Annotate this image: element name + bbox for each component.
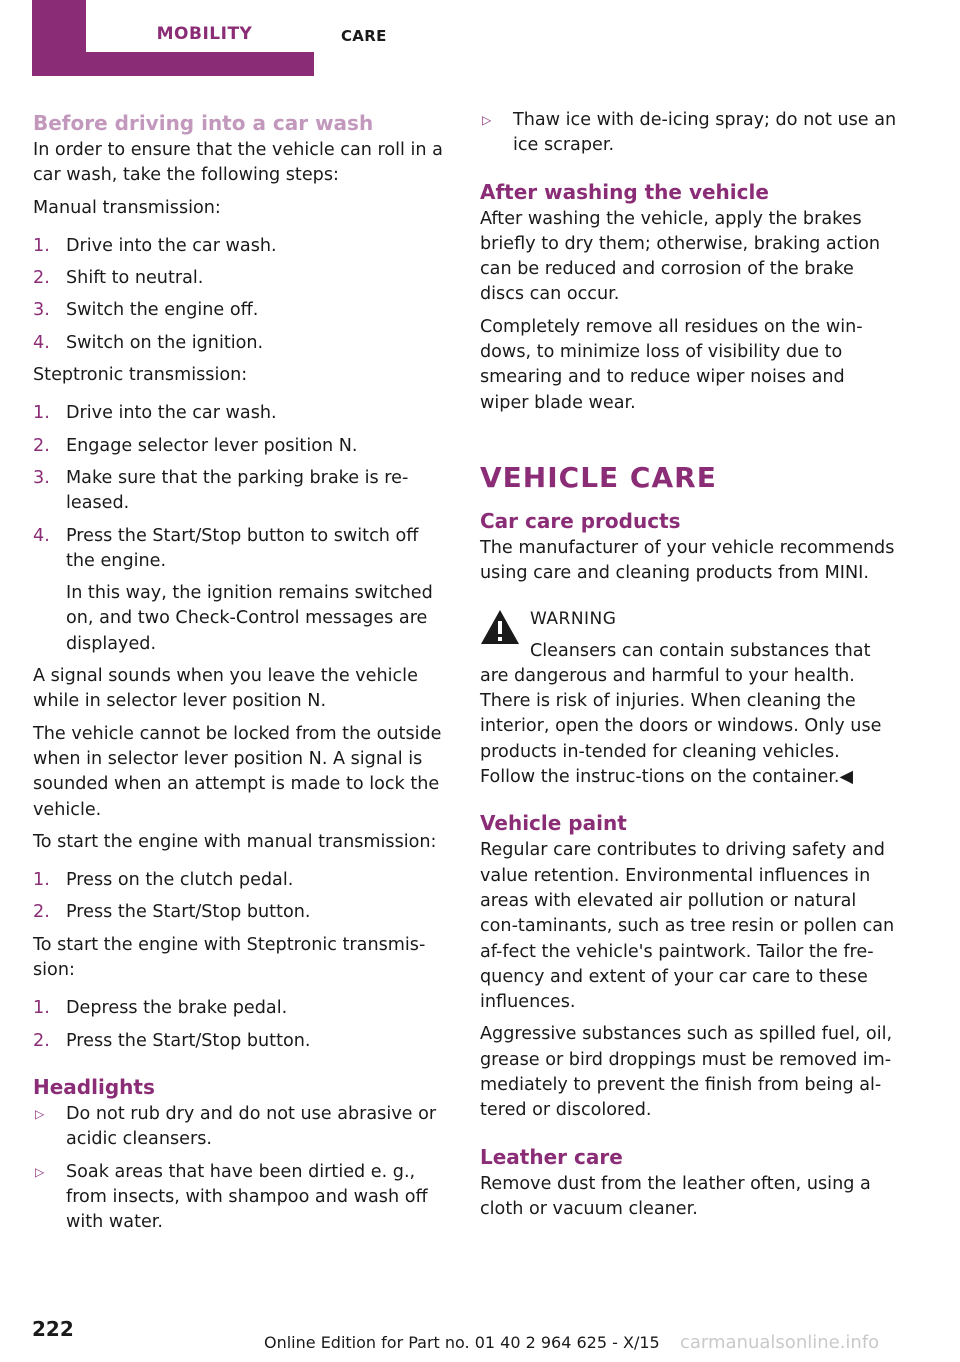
chapter-label: CARE <box>341 27 387 45</box>
warning-title: WARNING <box>530 608 617 629</box>
bullet-triangle-icon: ▷ <box>35 1164 45 1179</box>
vehicle-paint-heading: Vehicle paint <box>480 811 627 836</box>
after-washing-text-1: After washing the vehicle, apply the brakes briefly to dry them; otherwise, braking action can be reduced and corrosion of the brake discs can occur. <box>480 208 881 305</box>
list-item: 1. Press on the clutch pedal. <box>33 870 294 891</box>
after-washing-text-2: Completely remove all residues on the win-dows, to minimize loss of visibility due to smearing and to reduce wiper noises and wiper blade wear. <box>480 316 863 413</box>
vehicle-care-heading: VEHICLE CARE <box>480 460 717 494</box>
list-item: 2. Press the Start/Stop button. <box>33 1030 311 1051</box>
section-tab <box>32 0 314 76</box>
list-item: 2. Shift to neutral. <box>33 268 204 289</box>
warning-text: Cleansers can contain substances that are dangerous and harmful to your health. There is risk of injuries. When cleaning the interior, open the doors or windows. Only use products in-tended for cleaning vehicles. Follow the instruc-tions on the container.◀ <box>480 640 882 788</box>
section-label: MOBILITY <box>86 0 323 52</box>
list-item: 2. Press the Start/Stop button. <box>33 902 311 923</box>
list-item: 1. Drive into the car wash. <box>33 403 277 424</box>
signal-text: A signal sounds when you leave the vehicle while in selector lever position N. <box>33 666 418 712</box>
right-column <box>480 108 898 1229</box>
list-item: ▷ Thaw ice with de-icing spray; do not use an ice scraper. <box>482 110 897 156</box>
car-wash-intro: In order to ensure that the vehicle can roll in a car wash, take the following steps: <box>33 140 443 186</box>
after-washing-heading: After washing the vehicle <box>480 179 769 204</box>
edition-text: Online Edition for Part no. 01 40 2 964 625 - X/15 <box>264 1333 660 1352</box>
bullet-triangle-icon: ▷ <box>35 1106 45 1121</box>
list-item: 3. Switch the engine off. <box>33 300 259 321</box>
steptronic-label: Steptronic transmission: <box>33 365 248 386</box>
start-steptronic-label: To start the engine with Steptronic transmis-sion: <box>33 934 426 981</box>
list-item: 1. Drive into the car wash. <box>33 235 277 256</box>
manual-label: Manual transmission: <box>33 197 221 218</box>
list-item: 2. Engage selector lever position N. <box>33 435 358 456</box>
list-item: 4. Switch on the ignition. <box>33 332 264 353</box>
lock-text: The vehicle cannot be locked from the outside when in selector lever position N. A signal is sounded when an attempt is made to lock the vehicle. <box>33 723 442 820</box>
warning-triangle-icon <box>480 609 520 645</box>
list-item: ▷ Do not rub dry and do not use abrasive or acidic cleansers. <box>35 1103 437 1150</box>
list-item: 3. Make sure that the parking brake is re-leased. <box>33 467 409 514</box>
vehicle-paint-text-1: Regular care contributes to driving safety and value retention. Environmental influences in areas with elevated air pollution or natural con-taminants, such as tree resin or pollen can af-fect the vehicle's paintwork. Tailor the fre-quency and extent of your car care to these influences. <box>480 840 895 1013</box>
list-item: 1. Depress the brake pedal. <box>33 998 288 1019</box>
watermark: carmanualsonline.info <box>680 1332 880 1353</box>
thaw-list <box>480 108 898 159</box>
manual-steps <box>33 234 448 356</box>
left-column <box>33 108 448 1242</box>
leather-care-heading: Leather care <box>480 1144 623 1169</box>
page-number: 222 <box>32 1317 74 1341</box>
headlights-heading: Headlights <box>33 1074 155 1099</box>
list-item: 4. Press the Start/Stop button to switch off the engine. In this way, the ignition remains switched on, and two Check-Control messages are displayed. <box>33 524 448 657</box>
start-manual-label: To start the engine with manual transmission: <box>33 831 437 852</box>
vehicle-paint-text-2: Aggressive substances such as spilled fuel, oil, grease or bird droppings must be removed im-mediately to prevent the finish from being al-tered or discolored. <box>480 1024 893 1121</box>
car-care-products-text: The manufacturer of your vehicle recommends using care and cleaning products from MINI. <box>480 537 895 584</box>
start-manual-steps <box>33 868 448 926</box>
steptronic-steps <box>33 401 448 657</box>
list-item: ▷ Soak areas that have been dirtied e. g., from insects, with shampoo and wash off with water. <box>35 1161 428 1233</box>
car-wash-heading: Before driving into a car wash <box>33 111 374 135</box>
start-steptronic-steps <box>33 996 448 1054</box>
bullet-triangle-icon: ▷ <box>482 113 492 127</box>
warning-box <box>480 607 898 791</box>
steptronic-note: In this way, the ignition remains switched on, and two Check-Control messages are displayed. <box>66 583 433 654</box>
headlights-list <box>33 1102 448 1235</box>
car-care-products-heading: Car care products <box>480 508 681 533</box>
leather-care-text: Remove dust from the leather often, using a cloth or vacuum cleaner. <box>480 1173 871 1219</box>
